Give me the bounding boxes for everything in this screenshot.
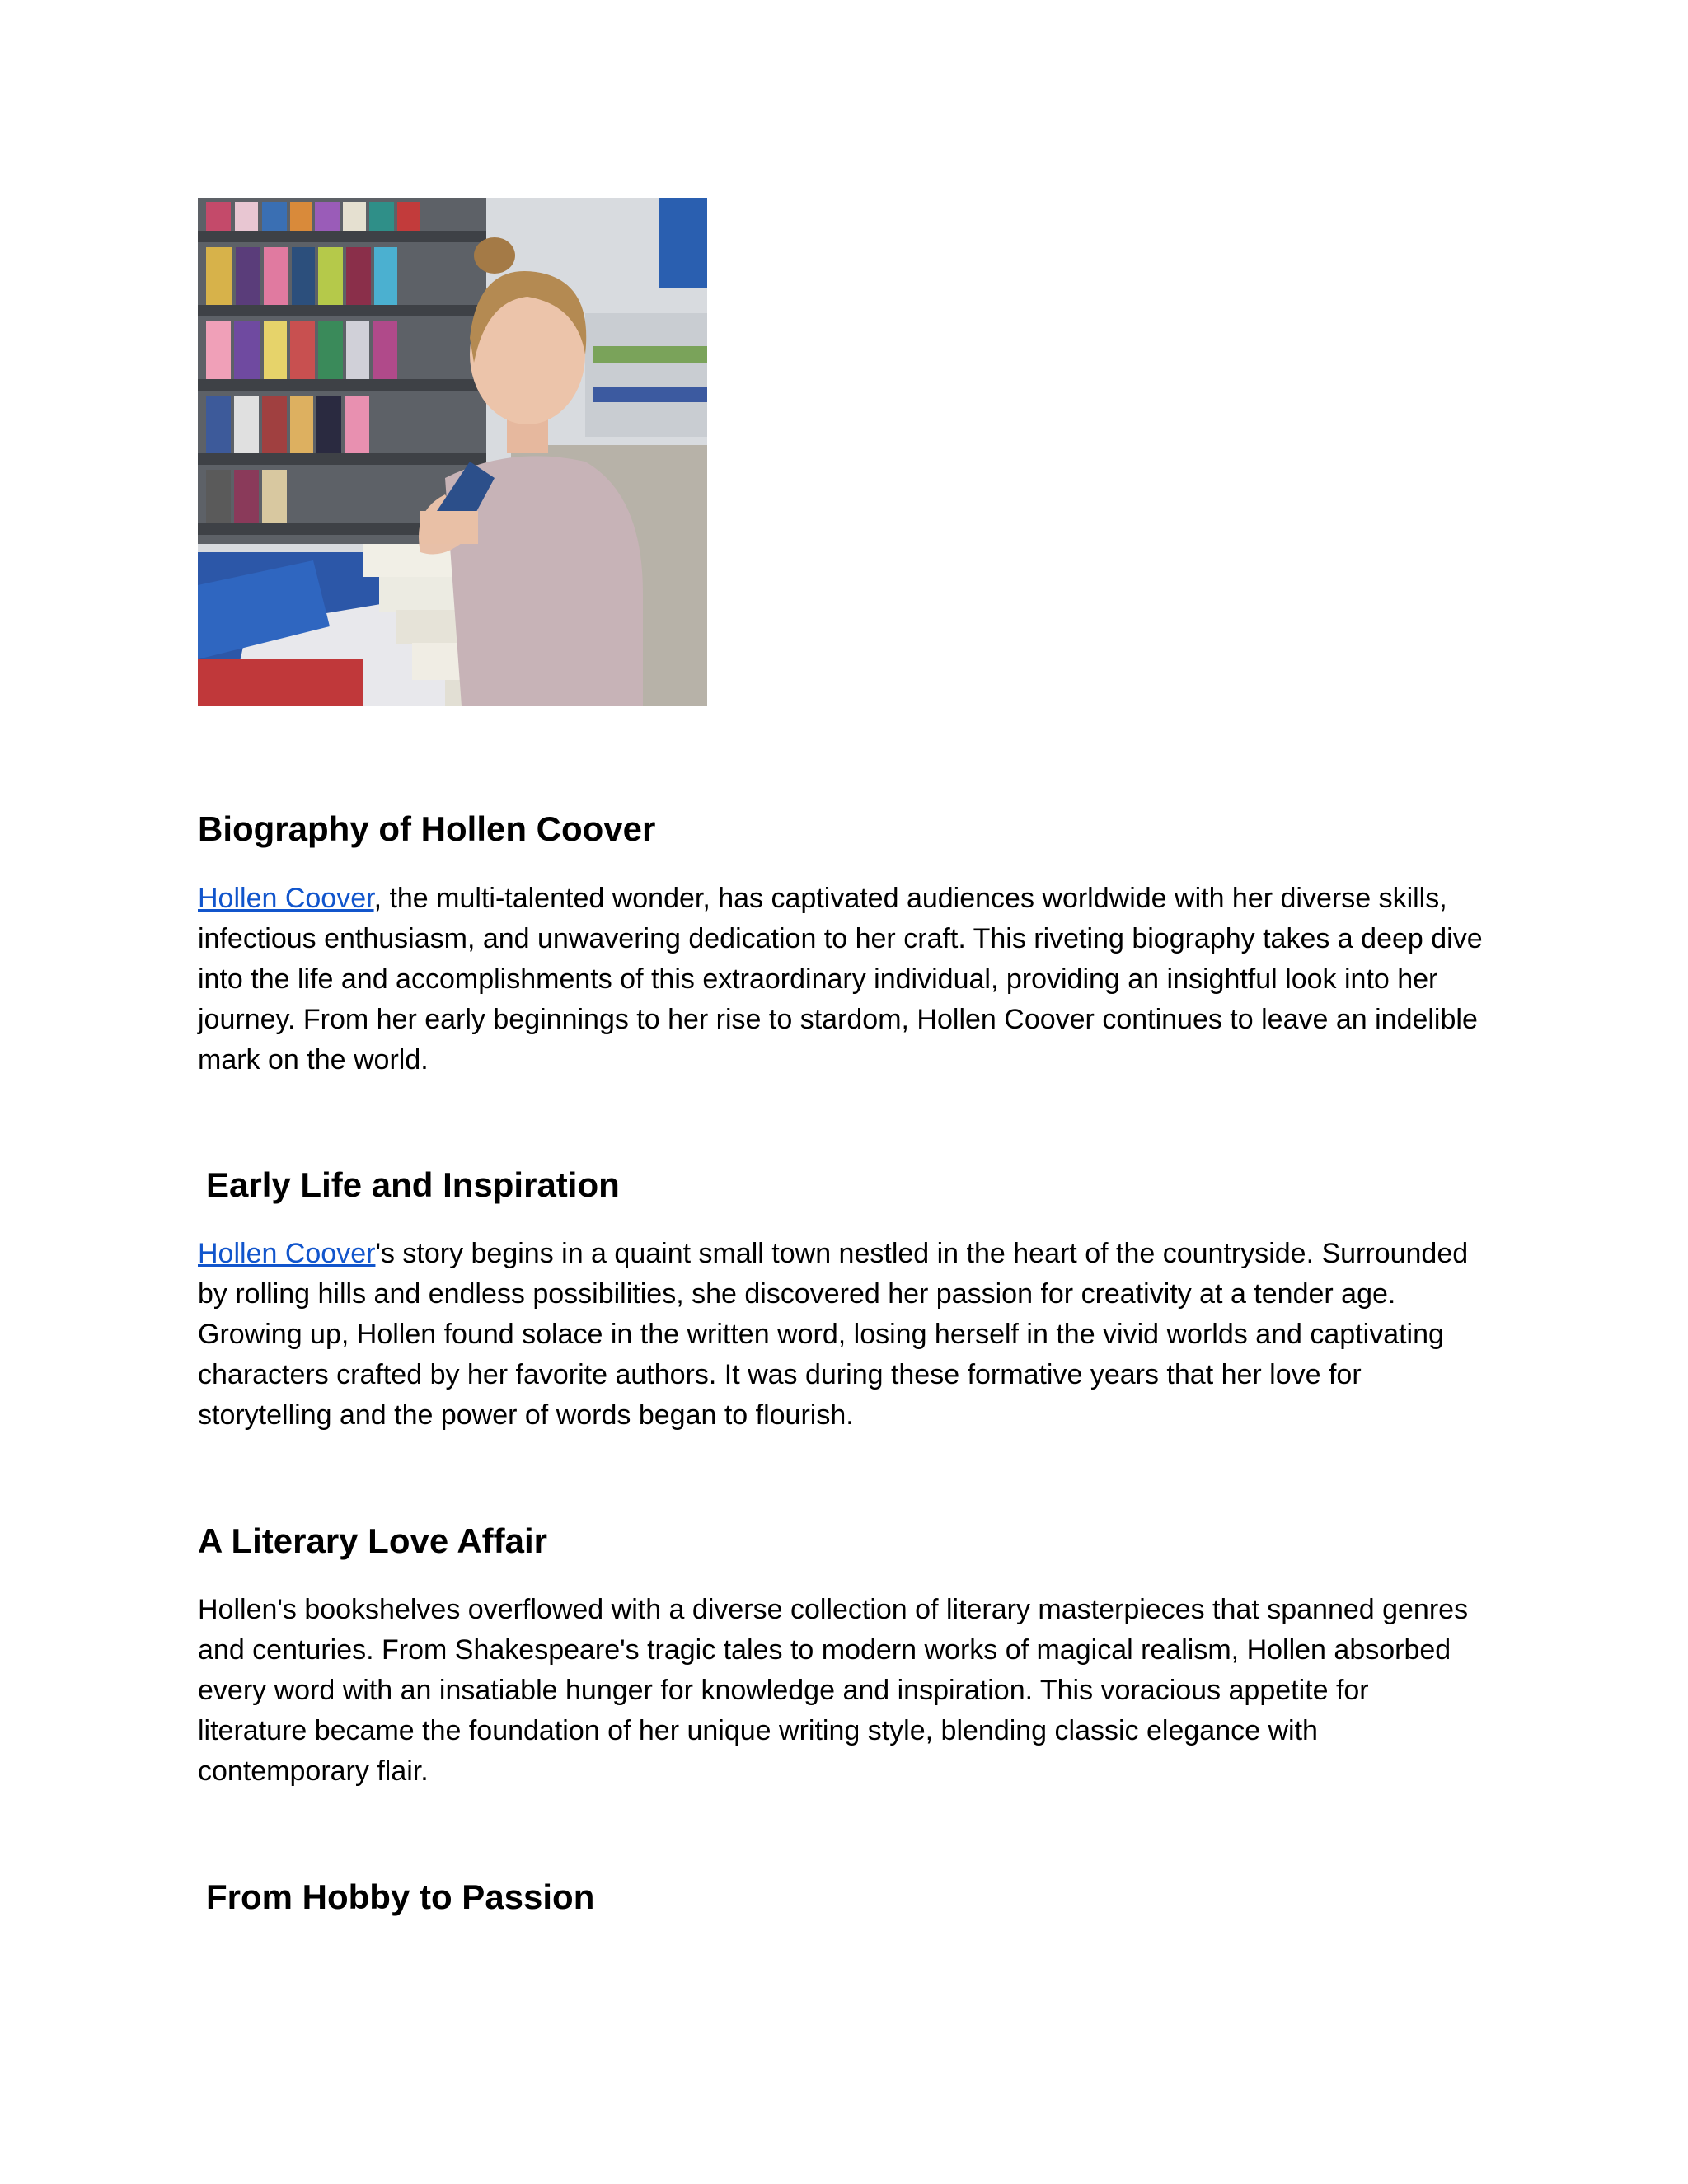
paragraph-line: mark on the world. xyxy=(198,1044,429,1076)
heading-early-life: Early Life and Inspiration xyxy=(206,1165,620,1204)
paragraph-line: and centuries. From Shakespeare's tragic tales to modern works of magical realism, Hollen absorbed xyxy=(198,1634,1451,1666)
paragraph-biography xyxy=(198,879,1517,1080)
hollen-coover-link[interactable]: Hollen Coover xyxy=(198,883,374,914)
heading-hobby-to-passion: From Hobby to Passion xyxy=(206,1877,595,1916)
paragraph-line: Growing up, Hollen found solace in the written word, losing herself in the vivid worlds and captivating xyxy=(198,1319,1444,1350)
paragraph-early-life xyxy=(198,1234,1517,1436)
paragraph-line: Hollen Coover, the multi-talented wonder, has captivated audiences worldwide with her diverse skills, xyxy=(198,883,1447,914)
paragraph-line: journey. From her early beginnings to her rise to stardom, Hollen Coover continues to leave an indelible xyxy=(198,1004,1478,1035)
heading-biography: Biography of Hollen Coover xyxy=(198,809,656,848)
paragraph-line: storytelling and the power of words began to flourish. xyxy=(198,1399,854,1431)
paragraph-line: infectious enthusiasm, and unwavering dedication to her craft. This riveting biography takes a deep dive xyxy=(198,923,1483,954)
paragraph-line: by rolling hills and endless possibilities, she discovered her passion for creativity at a tender age. xyxy=(198,1278,1396,1310)
paragraph-line: every word with an insatiable hunger for knowledge and inspiration. This voracious appetite for xyxy=(198,1675,1369,1706)
author-photo xyxy=(198,198,707,706)
paragraph-line: into the life and accomplishments of this extraordinary individual, providing an insightful look into her xyxy=(198,963,1438,995)
paragraph-line: contemporary flair. xyxy=(198,1755,429,1787)
hollen-coover-link[interactable]: Hollen Coover xyxy=(198,1238,376,1269)
author-photo-illustration xyxy=(198,198,707,706)
paragraph-line: literature became the foundation of her unique writing style, blending classic elegance with xyxy=(198,1715,1318,1746)
paragraph-literary-love-affair xyxy=(198,1590,1517,1792)
paragraph-line: characters crafted by her favorite authors. It was during these formative years that her love for xyxy=(198,1359,1362,1390)
paragraph-line: Hollen Coover's story begins in a quaint small town nestled in the heart of the countryside. Surrounded xyxy=(198,1238,1469,1269)
heading-literary-love-affair: A Literary Love Affair xyxy=(198,1521,547,1560)
paragraph-line: Hollen's bookshelves overflowed with a diverse collection of literary masterpieces that spanned genres xyxy=(198,1594,1469,1625)
